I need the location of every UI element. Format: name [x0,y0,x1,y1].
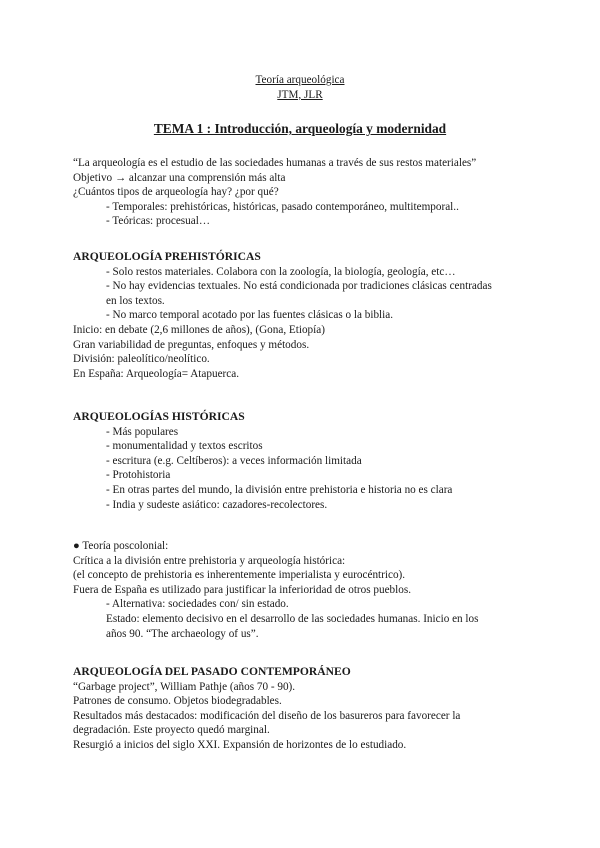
authors: JTM, JLR [277,88,323,101]
poscolonial-section [73,539,533,641]
section-bullet: - escritura (e.g. Celtíberos): a veces información limitada [106,454,362,467]
section-line: “Garbage project”, William Pathje (años 70 - 90). [73,680,296,693]
section-bullet: años 90. “The archaeology of us”. [106,627,259,640]
contemporary-section [73,665,533,753]
section-bullet: - Protohistoria [106,469,171,482]
section-bullet: - Alternativa: sociedades con/ sin estado. [106,598,289,611]
section-line: Resultados más destacados: modificación del diseño de los basureros para favorecer la [73,709,461,722]
intro-bullet: - Temporales: prehistóricas, históricas, pasado contemporáneo, multitemporal.. [106,200,459,213]
section-heading: ARQUEOLOGÍA PREHISTÓRICAS [73,250,261,263]
section-heading: ARQUEOLOGÍA DEL PASADO CONTEMPORÁNEO [73,665,351,678]
document-header [0,73,600,102]
section-line: Resurgió a inicios del siglo XXI. Expansión de horizontes de lo estudiado. [73,738,407,751]
page-title: TEMA 1 : Introducción, arqueología y modernidad [153,121,447,136]
section-line: ● Teoría poscolonial: [73,540,169,552]
section-line: En España: Arqueología= Atapuerca. [73,367,239,380]
prehistoric-section [73,250,533,381]
section-line: Gran variabilidad de preguntas, enfoques y métodos. [73,338,310,351]
intro-line: ¿Cuántos tipos de arqueología hay? ¿por qué? [73,186,279,199]
section-bullet: - En otras partes del mundo, la división entre prehistoria e historia no es clara [106,483,453,496]
section-line: (el concepto de prehistoria es inherentemente imperialista y eurocéntrico). [73,569,406,582]
historic-section [73,410,533,512]
section-heading: ARQUEOLOGÍAS HISTÓRICAS [73,410,245,423]
section-bullet: - Solo restos materiales. Colabora con la zoología, la biología, geología, etc… [106,265,456,278]
section-line: División: paleolítico/neolítico. [73,353,210,366]
section-bullet: Estado: elemento decisivo en el desarrollo de las sociedades humanas. Inicio en los [106,612,479,625]
section-bullet: - No marco temporal acotado por las fuentes clásicas o la biblia. [106,309,394,322]
section-line: Crítica a la división entre prehistoria y arqueología histórica: [73,554,346,567]
intro-line: Objetivo → alcanzar una comprensión más alta [73,171,286,184]
section-line: degradación. Este proyecto quedó marginal. [73,724,270,737]
course-name: Teoría arqueológica [255,74,345,86]
section-bullet: en los textos. [106,294,165,307]
section-line: Inicio: en debate (2,6 millones de años), (Gona, Etiopía) [73,323,325,336]
intro-section [73,156,533,229]
section-bullet: - India y sudeste asiático: cazadores-recolectores. [106,498,328,511]
intro-bullet: - Teóricas: procesual… [106,215,211,228]
section-line: Patrones de consumo. Objetos biodegradables. [73,695,282,708]
intro-line: “La arqueología es el estudio de las sociedades humanas a través de sus restos materiales” [73,157,477,169]
section-bullet: - monumentalidad y textos escritos [106,440,263,453]
section-line: Fuera de España es utilizado para justificar la inferioridad de otros pueblos. [73,583,411,596]
section-bullet: - Más populares [106,425,179,438]
section-bullet: - No hay evidencias textuales. No está condicionada por tradiciones clásicas centradas [106,280,492,293]
